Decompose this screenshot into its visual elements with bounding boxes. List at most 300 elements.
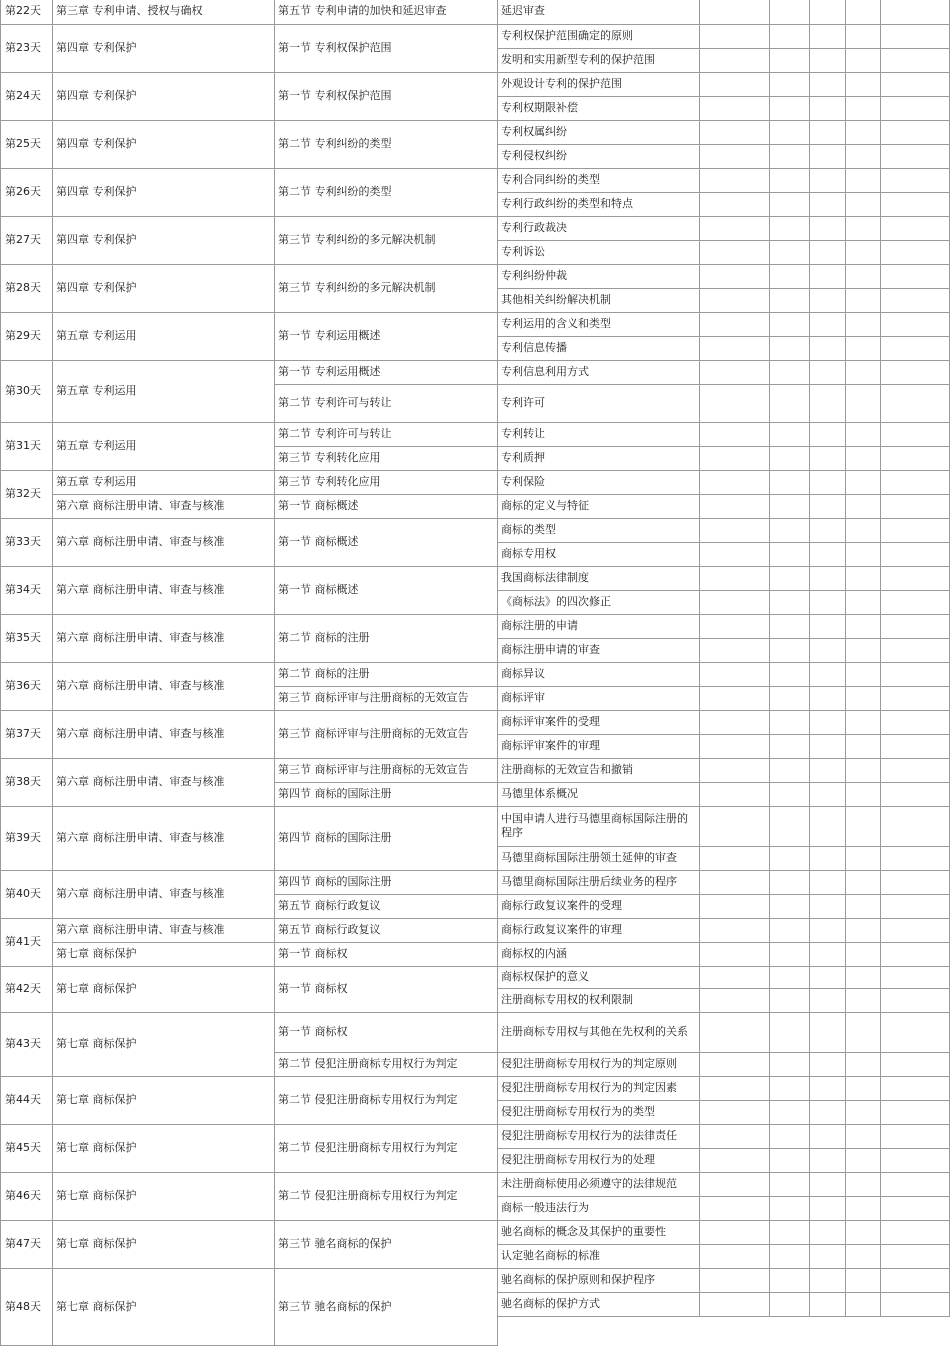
blank-cell	[769, 144, 810, 169]
blank-cell	[880, 1076, 950, 1101]
blank-cell	[880, 710, 950, 735]
blank-cell	[880, 168, 950, 193]
topic-cell: 商标评审案件的受理	[497, 710, 700, 735]
blank-cell	[699, 638, 770, 663]
blank-cell	[769, 288, 810, 313]
section-cell: 第三节 驰名商标的保护	[274, 1268, 498, 1346]
chapter-cell: 第六章 商标注册申请、审查与核准	[52, 566, 275, 615]
day-cell: 第45天	[0, 1124, 53, 1173]
blank-cell	[699, 542, 770, 567]
blank-cell	[845, 518, 881, 543]
topic-cell: 商标评审	[497, 686, 700, 711]
chapter-cell: 第七章 商标保护	[52, 1172, 275, 1221]
topic-cell: 商标权保护的意义	[497, 966, 700, 989]
blank-cell	[880, 240, 950, 265]
blank-cell	[769, 48, 810, 73]
chapter-cell: 第六章 商标注册申请、审查与核准	[52, 614, 275, 663]
section-cell: 第一节 专利运用概述	[274, 312, 498, 361]
blank-cell	[699, 734, 770, 759]
section-cell: 第一节 商标权	[274, 1012, 498, 1053]
day-cell: 第23天	[0, 24, 53, 73]
blank-cell	[809, 422, 846, 447]
topic-cell: 注册商标专用权与其他在先权利的关系	[497, 1012, 700, 1053]
topic-cell: 马德里体系概况	[497, 782, 700, 807]
blank-cell	[769, 120, 810, 145]
blank-cell	[845, 638, 881, 663]
blank-cell	[845, 72, 881, 97]
topic-cell: 专利纠纷仲裁	[497, 264, 700, 289]
blank-cell	[809, 1052, 846, 1077]
blank-cell	[769, 1172, 810, 1197]
blank-cell	[699, 1196, 770, 1221]
blank-cell	[845, 470, 881, 495]
blank-cell	[769, 0, 810, 25]
blank-cell	[769, 240, 810, 265]
topic-cell: 注册商标的无效宣告和撤销	[497, 758, 700, 783]
blank-cell	[845, 734, 881, 759]
topic-cell: 马德里商标国际注册后续业务的程序	[497, 870, 700, 895]
blank-cell	[699, 782, 770, 807]
section-cell: 第三节 商标评审与注册商标的无效宣告	[274, 686, 498, 711]
blank-cell	[699, 72, 770, 97]
blank-cell	[699, 918, 770, 943]
blank-cell	[845, 1012, 881, 1053]
blank-cell	[699, 966, 770, 989]
chapter-cell: 第七章 商标保护	[52, 966, 275, 1013]
day-cell: 第33天	[0, 518, 53, 567]
blank-cell	[769, 1244, 810, 1269]
blank-cell	[809, 288, 846, 313]
blank-cell	[809, 638, 846, 663]
section-cell: 第三节 驰名商标的保护	[274, 1220, 498, 1269]
blank-cell	[699, 1172, 770, 1197]
day-cell: 第40天	[0, 870, 53, 919]
blank-cell	[809, 216, 846, 241]
day-cell: 第24天	[0, 72, 53, 121]
blank-cell	[769, 1148, 810, 1173]
blank-cell	[809, 72, 846, 97]
blank-cell	[769, 894, 810, 919]
section-cell: 第二节 侵犯注册商标专用权行为判定	[274, 1124, 498, 1173]
day-cell: 第38天	[0, 758, 53, 807]
blank-cell	[809, 264, 846, 289]
chapter-cell: 第四章 专利保护	[52, 216, 275, 265]
topic-cell: 商标的类型	[497, 518, 700, 543]
section-cell: 第二节 侵犯注册商标专用权行为判定	[274, 1172, 498, 1221]
blank-cell	[769, 72, 810, 97]
blank-cell	[845, 168, 881, 193]
blank-cell	[769, 1076, 810, 1101]
blank-cell	[769, 758, 810, 783]
blank-cell	[845, 590, 881, 615]
chapter-cell: 第四章 专利保护	[52, 72, 275, 121]
blank-cell	[809, 1268, 846, 1293]
blank-cell	[809, 24, 846, 49]
blank-cell	[769, 590, 810, 615]
blank-cell	[699, 422, 770, 447]
chapter-cell: 第七章 商标保护	[52, 1012, 275, 1077]
topic-cell: 商标专用权	[497, 542, 700, 567]
blank-cell	[769, 566, 810, 591]
chapter-cell: 第七章 商标保护	[52, 1220, 275, 1269]
blank-cell	[809, 1292, 846, 1317]
chapter-cell: 第四章 专利保护	[52, 168, 275, 217]
blank-cell	[699, 240, 770, 265]
blank-cell	[880, 518, 950, 543]
blank-cell	[809, 894, 846, 919]
blank-cell	[769, 662, 810, 687]
topic-cell: 商标行政复议案件的审理	[497, 918, 700, 943]
topic-cell: 延迟审查	[497, 0, 700, 25]
section-cell: 第三节 专利转化应用	[274, 470, 498, 495]
blank-cell	[880, 1268, 950, 1293]
blank-cell	[845, 264, 881, 289]
section-cell: 第二节 商标的注册	[274, 614, 498, 663]
day-cell: 第39天	[0, 806, 53, 871]
blank-cell	[809, 988, 846, 1013]
chapter-cell: 第六章 商标注册申请、审查与核准	[52, 518, 275, 567]
blank-cell	[880, 638, 950, 663]
blank-cell	[880, 1196, 950, 1221]
topic-cell: 商标注册申请的审查	[497, 638, 700, 663]
blank-cell	[880, 1148, 950, 1173]
blank-cell	[699, 758, 770, 783]
chapter-cell: 第六章 商标注册申请、审查与核准	[52, 918, 275, 943]
blank-cell	[809, 1244, 846, 1269]
topic-cell: 中国申请人进行马德里商标国际注册的程序	[497, 806, 700, 847]
topic-cell: 驰名商标的保护方式	[497, 1292, 700, 1317]
blank-cell	[845, 144, 881, 169]
blank-cell	[845, 1244, 881, 1269]
blank-cell	[845, 1268, 881, 1293]
blank-cell	[845, 216, 881, 241]
chapter-cell: 第六章 商标注册申请、审查与核准	[52, 710, 275, 759]
blank-cell	[845, 918, 881, 943]
section-cell: 第一节 商标权	[274, 942, 498, 967]
section-cell: 第一节 商标权	[274, 966, 498, 1013]
topic-cell: 商标的定义与特征	[497, 494, 700, 519]
chapter-cell: 第六章 商标注册申请、审查与核准	[52, 662, 275, 711]
blank-cell	[880, 870, 950, 895]
day-cell: 第30天	[0, 360, 53, 423]
blank-cell	[880, 758, 950, 783]
blank-cell	[880, 120, 950, 145]
blank-cell	[809, 96, 846, 121]
topic-cell: 侵犯注册商标专用权行为的判定原则	[497, 1052, 700, 1077]
section-cell: 第四节 商标的国际注册	[274, 782, 498, 807]
section-cell: 第二节 专利纠纷的类型	[274, 168, 498, 217]
blank-cell	[845, 1052, 881, 1077]
blank-cell	[845, 446, 881, 471]
blank-cell	[769, 988, 810, 1013]
blank-cell	[769, 1196, 810, 1221]
section-cell: 第二节 侵犯注册商标专用权行为判定	[274, 1052, 498, 1077]
day-cell: 第25天	[0, 120, 53, 169]
blank-cell	[880, 590, 950, 615]
blank-cell	[845, 542, 881, 567]
chapter-cell: 第七章 商标保护	[52, 1268, 275, 1346]
blank-cell	[809, 614, 846, 639]
blank-cell	[769, 336, 810, 361]
section-cell: 第一节 专利权保护范围	[274, 72, 498, 121]
day-cell: 第31天	[0, 422, 53, 471]
blank-cell	[845, 1220, 881, 1245]
day-cell: 第22天	[0, 0, 53, 25]
day-cell: 第26天	[0, 168, 53, 217]
topic-cell: 专利诉讼	[497, 240, 700, 265]
blank-cell	[769, 168, 810, 193]
topic-cell: 外观设计专利的保护范围	[497, 72, 700, 97]
blank-cell	[769, 1220, 810, 1245]
blank-cell	[699, 96, 770, 121]
blank-cell	[769, 360, 810, 385]
blank-cell	[880, 942, 950, 967]
blank-cell	[845, 336, 881, 361]
blank-cell	[699, 24, 770, 49]
blank-cell	[769, 422, 810, 447]
blank-cell	[699, 336, 770, 361]
section-cell: 第三节 专利转化应用	[274, 446, 498, 471]
topic-cell: 专利合同纠纷的类型	[497, 168, 700, 193]
blank-cell	[699, 614, 770, 639]
topic-cell: 商标权的内涵	[497, 942, 700, 967]
blank-cell	[699, 1292, 770, 1317]
topic-cell: 商标注册的申请	[497, 614, 700, 639]
blank-cell	[880, 48, 950, 73]
blank-cell	[699, 662, 770, 687]
day-cell: 第41天	[0, 918, 53, 967]
blank-cell	[809, 518, 846, 543]
section-cell: 第三节 专利纠纷的多元解决机制	[274, 264, 498, 313]
chapter-cell: 第六章 商标注册申请、审查与核准	[52, 806, 275, 871]
blank-cell	[845, 894, 881, 919]
topic-cell: 专利许可	[497, 384, 700, 423]
section-cell: 第三节 商标评审与注册商标的无效宣告	[274, 710, 498, 759]
blank-cell	[809, 144, 846, 169]
blank-cell	[769, 1100, 810, 1125]
blank-cell	[845, 1292, 881, 1317]
blank-cell	[880, 384, 950, 423]
blank-cell	[845, 966, 881, 989]
section-cell: 第五节 商标行政复议	[274, 918, 498, 943]
blank-cell	[699, 894, 770, 919]
blank-cell	[699, 870, 770, 895]
blank-cell	[769, 806, 810, 847]
blank-cell	[845, 614, 881, 639]
topic-cell: 其他相关纠纷解决机制	[497, 288, 700, 313]
blank-cell	[809, 846, 846, 871]
blank-cell	[880, 422, 950, 447]
section-cell: 第一节 商标概述	[274, 494, 498, 519]
blank-cell	[845, 942, 881, 967]
blank-cell	[809, 1172, 846, 1197]
blank-cell	[809, 240, 846, 265]
blank-cell	[769, 638, 810, 663]
blank-cell	[809, 966, 846, 989]
blank-cell	[769, 686, 810, 711]
blank-cell	[769, 846, 810, 871]
blank-cell	[809, 0, 846, 25]
blank-cell	[845, 120, 881, 145]
chapter-cell: 第四章 专利保护	[52, 264, 275, 313]
blank-cell	[809, 758, 846, 783]
chapter-cell: 第七章 商标保护	[52, 1076, 275, 1125]
section-cell: 第二节 商标的注册	[274, 662, 498, 687]
blank-cell	[769, 518, 810, 543]
blank-cell	[845, 96, 881, 121]
blank-cell	[880, 894, 950, 919]
blank-cell	[699, 1244, 770, 1269]
blank-cell	[880, 542, 950, 567]
blank-cell	[845, 0, 881, 25]
blank-cell	[699, 1100, 770, 1125]
blank-cell	[769, 734, 810, 759]
blank-cell	[769, 918, 810, 943]
blank-cell	[699, 312, 770, 337]
day-cell: 第47天	[0, 1220, 53, 1269]
blank-cell	[699, 48, 770, 73]
blank-cell	[845, 288, 881, 313]
day-cell: 第44天	[0, 1076, 53, 1125]
blank-cell	[699, 1124, 770, 1149]
blank-cell	[809, 870, 846, 895]
day-cell: 第48天	[0, 1268, 53, 1346]
blank-cell	[880, 686, 950, 711]
blank-cell	[845, 1172, 881, 1197]
blank-cell	[699, 216, 770, 241]
blank-cell	[845, 870, 881, 895]
section-cell: 第四节 商标的国际注册	[274, 806, 498, 871]
blank-cell	[769, 1292, 810, 1317]
day-cell: 第28天	[0, 264, 53, 313]
blank-cell	[880, 1244, 950, 1269]
blank-cell	[699, 806, 770, 847]
chapter-cell: 第五章 专利运用	[52, 470, 275, 495]
blank-cell	[880, 494, 950, 519]
blank-cell	[880, 1124, 950, 1149]
blank-cell	[845, 192, 881, 217]
section-cell: 第五节 专利申请的加快和延迟审查	[274, 0, 498, 25]
blank-cell	[769, 24, 810, 49]
blank-cell	[845, 686, 881, 711]
blank-cell	[699, 470, 770, 495]
blank-cell	[845, 1124, 881, 1149]
topic-cell: 专利侵权纠纷	[497, 144, 700, 169]
blank-cell	[699, 168, 770, 193]
topic-cell: 商标行政复议案件的受理	[497, 894, 700, 919]
section-cell: 第二节 专利许可与转让	[274, 422, 498, 447]
section-cell: 第四节 商标的国际注册	[274, 870, 498, 895]
section-cell: 第三节 专利纠纷的多元解决机制	[274, 216, 498, 265]
blank-cell	[880, 446, 950, 471]
blank-cell	[699, 1012, 770, 1053]
blank-cell	[699, 988, 770, 1013]
topic-cell: 注册商标专用权的权利限制	[497, 988, 700, 1013]
blank-cell	[809, 918, 846, 943]
blank-cell	[699, 518, 770, 543]
topic-cell: 侵犯注册商标专用权行为的处理	[497, 1148, 700, 1173]
section-cell: 第三节 商标评审与注册商标的无效宣告	[274, 758, 498, 783]
blank-cell	[699, 1268, 770, 1293]
day-cell: 第35天	[0, 614, 53, 663]
blank-cell	[809, 384, 846, 423]
blank-cell	[880, 96, 950, 121]
blank-cell	[845, 1076, 881, 1101]
blank-cell	[880, 1052, 950, 1077]
blank-cell	[845, 1100, 881, 1125]
blank-cell	[699, 1076, 770, 1101]
chapter-cell: 第五章 专利运用	[52, 360, 275, 423]
blank-cell	[699, 384, 770, 423]
topic-cell: 马德里商标国际注册领土延伸的审查	[497, 846, 700, 871]
topic-cell: 专利权保护范围确定的原则	[497, 24, 700, 49]
day-cell: 第36天	[0, 662, 53, 711]
blank-cell	[880, 216, 950, 241]
blank-cell	[769, 542, 810, 567]
blank-cell	[769, 264, 810, 289]
topic-cell: 商标一般违法行为	[497, 1196, 700, 1221]
section-cell: 第二节 专利许可与转让	[274, 384, 498, 423]
blank-cell	[809, 192, 846, 217]
blank-cell	[699, 846, 770, 871]
topic-cell: 商标异议	[497, 662, 700, 687]
blank-cell	[769, 710, 810, 735]
blank-cell	[809, 48, 846, 73]
topic-cell: 发明和实用新型专利的保护范围	[497, 48, 700, 73]
topic-cell: 专利运用的含义和类型	[497, 312, 700, 337]
section-cell: 第二节 侵犯注册商标专用权行为判定	[274, 1076, 498, 1125]
chapter-cell: 第七章 商标保护	[52, 942, 275, 967]
blank-cell	[769, 494, 810, 519]
blank-cell	[809, 312, 846, 337]
blank-cell	[880, 0, 950, 25]
blank-cell	[699, 446, 770, 471]
blank-cell	[769, 384, 810, 423]
blank-cell	[880, 288, 950, 313]
blank-cell	[880, 24, 950, 49]
blank-cell	[845, 494, 881, 519]
topic-cell: 专利行政纠纷的类型和特点	[497, 192, 700, 217]
blank-cell	[880, 192, 950, 217]
blank-cell	[809, 360, 846, 385]
blank-cell	[845, 806, 881, 847]
section-cell: 第一节 专利运用概述	[274, 360, 498, 385]
blank-cell	[769, 192, 810, 217]
blank-cell	[699, 192, 770, 217]
blank-cell	[809, 470, 846, 495]
blank-cell	[699, 590, 770, 615]
section-cell: 第一节 商标概述	[274, 566, 498, 615]
blank-cell	[809, 120, 846, 145]
blank-cell	[880, 988, 950, 1013]
blank-cell	[880, 566, 950, 591]
blank-cell	[809, 1196, 846, 1221]
blank-cell	[845, 240, 881, 265]
blank-cell	[769, 1012, 810, 1053]
day-cell: 第37天	[0, 710, 53, 759]
blank-cell	[845, 782, 881, 807]
blank-cell	[699, 1052, 770, 1077]
blank-cell	[880, 360, 950, 385]
blank-cell	[880, 734, 950, 759]
blank-cell	[845, 1148, 881, 1173]
blank-cell	[699, 710, 770, 735]
chapter-cell: 第六章 商标注册申请、审查与核准	[52, 758, 275, 807]
blank-cell	[880, 144, 950, 169]
chapter-cell: 第五章 专利运用	[52, 422, 275, 471]
topic-cell: 驰名商标的保护原则和保护程序	[497, 1268, 700, 1293]
blank-cell	[845, 24, 881, 49]
